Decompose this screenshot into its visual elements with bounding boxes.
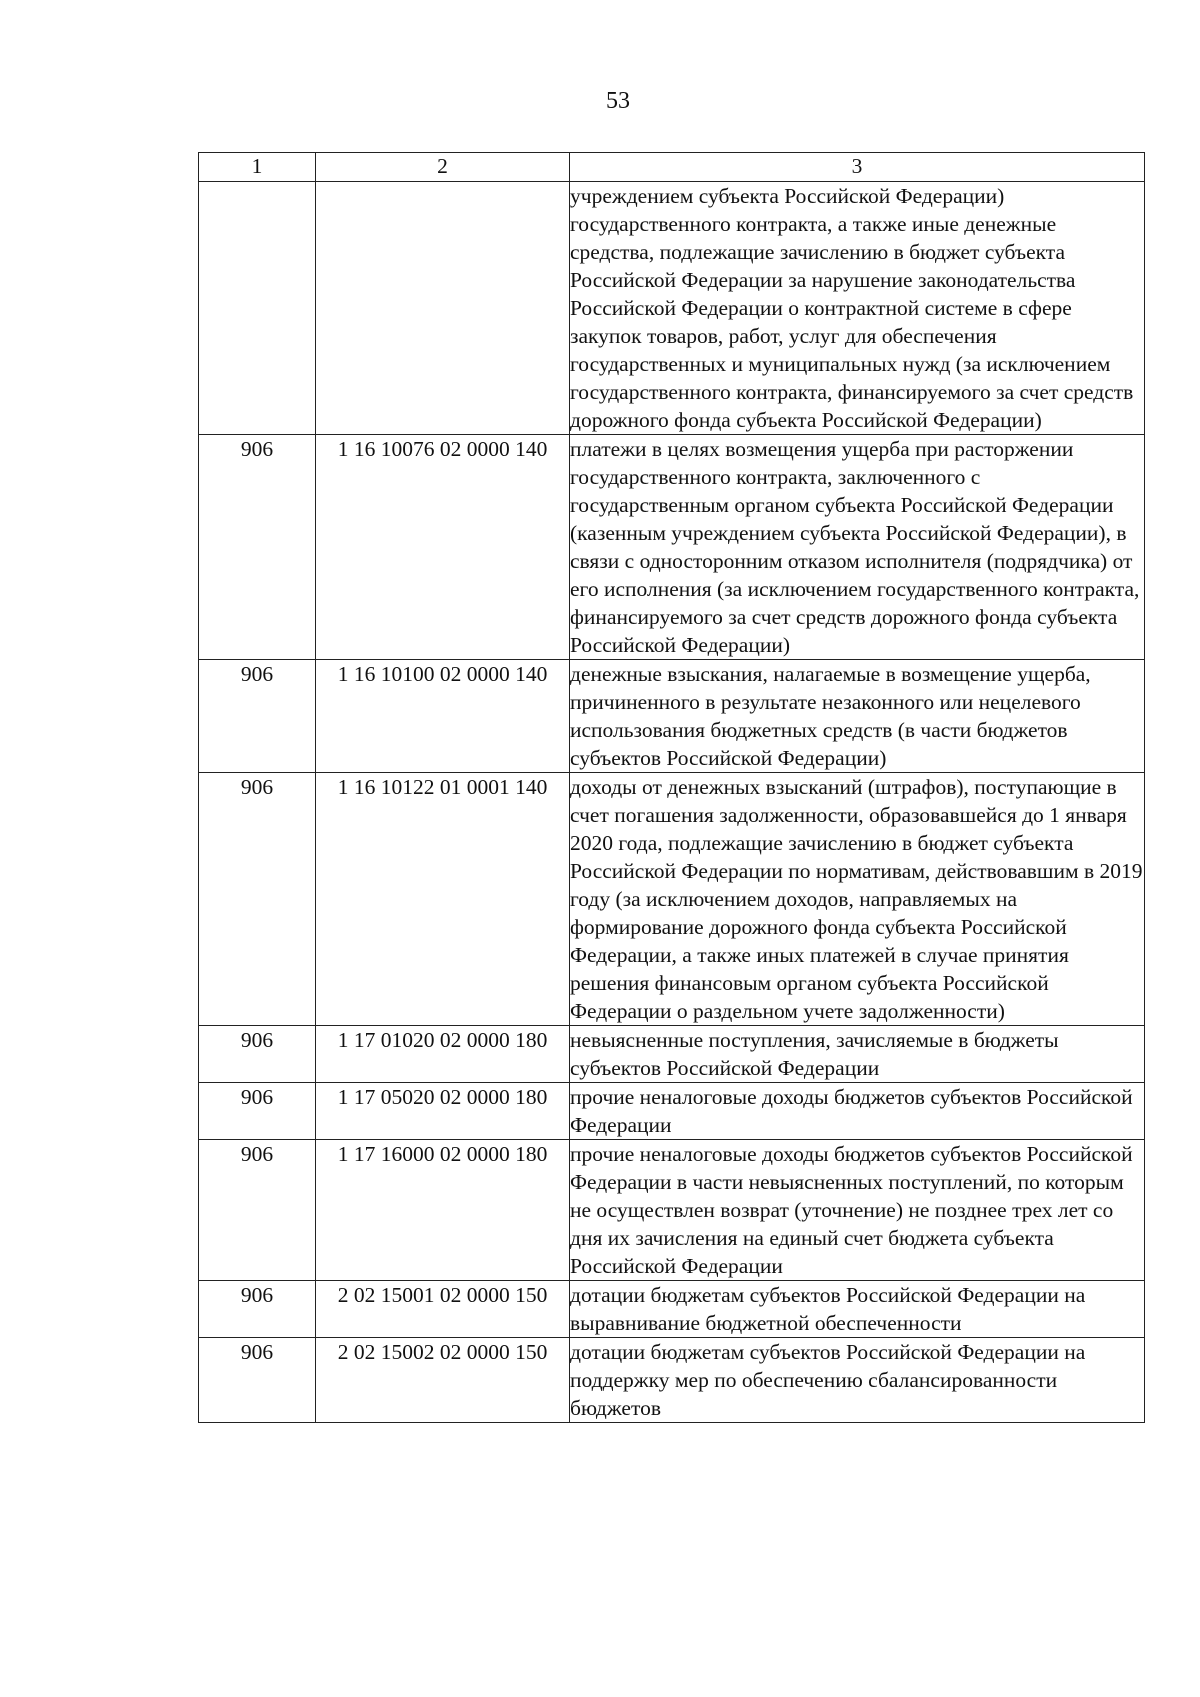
- admin-code-cell: 906: [199, 660, 316, 773]
- budget-code-cell: 1 16 10122 01 0001 140: [316, 773, 570, 1026]
- admin-code-cell: 906: [199, 1083, 316, 1140]
- table-row: [199, 1281, 1145, 1338]
- admin-code-cell: 906: [199, 435, 316, 660]
- admin-code-cell: 906: [199, 1281, 316, 1338]
- column-header-2: 2: [316, 153, 570, 182]
- budget-code-cell: 2 02 15001 02 0000 150: [316, 1281, 570, 1338]
- budget-code-cell: 1 17 05020 02 0000 180: [316, 1083, 570, 1140]
- table-row: [199, 435, 1145, 660]
- budget-code-cell: 1 17 16000 02 0000 180: [316, 1140, 570, 1281]
- admin-code-cell: 906: [199, 1026, 316, 1083]
- budget-code-table: [198, 152, 1145, 1423]
- budget-code-cell: [316, 182, 570, 435]
- description-cell: невыясненные поступления, зачисляемые в бюджеты субъектов Российской Федерации: [570, 1026, 1145, 1083]
- table-header-row: [199, 153, 1145, 182]
- column-header-3: 3: [570, 153, 1145, 182]
- description-cell: дотации бюджетам субъектов Российской Федерации на поддержку мер по обеспечению сбалансированности бюджетов: [570, 1338, 1145, 1423]
- table-row: [199, 773, 1145, 1026]
- table-row: [199, 1338, 1145, 1423]
- page-number: 53: [606, 88, 630, 114]
- table-row: [199, 1083, 1145, 1140]
- admin-code-cell: 906: [199, 1338, 316, 1423]
- description-cell: денежные взыскания, налагаемые в возмещение ущерба, причиненного в результате незаконного или нецелевого использования бюджетных средств (в части бюджетов субъектов Российской Федерации): [570, 660, 1145, 773]
- table-row: [199, 1140, 1145, 1281]
- description-cell: учреждением субъекта Российской Федерации) государственного контракта, а также иные денежные средства, подлежащие зачислению в бюджет субъекта Российской Федерации за нарушение законодательства Российской Федерации о контрактной системе в сфере закупок товаров, работ, услуг для обеспечения государственных и муниципальных нужд (за исключением государственного контракта, финансируемого за счет средств дорожного фонда субъекта Российской Федерации): [570, 182, 1145, 435]
- table-row: [199, 182, 1145, 435]
- admin-code-cell: 906: [199, 1140, 316, 1281]
- budget-code-cell: 1 16 10076 02 0000 140: [316, 435, 570, 660]
- table-row: [199, 660, 1145, 773]
- budget-code-cell: 1 17 01020 02 0000 180: [316, 1026, 570, 1083]
- table-row: [199, 1026, 1145, 1083]
- description-cell: прочие неналоговые доходы бюджетов субъектов Российской Федерации: [570, 1083, 1145, 1140]
- admin-code-cell: [199, 182, 316, 435]
- column-header-1: 1: [199, 153, 316, 182]
- description-cell: дотации бюджетам субъектов Российской Федерации на выравнивание бюджетной обеспеченности: [570, 1281, 1145, 1338]
- admin-code-cell: 906: [199, 773, 316, 1026]
- description-cell: доходы от денежных взысканий (штрафов), поступающие в счет погашения задолженности, образовавшейся до 1 января 2020 года, подлежащие зачислению в бюджет субъекта Российской Федерации по нормативам, действовавшим в 2019 году (за исключением доходов, направляемых на формирование дорожного фонда субъекта Российской Федерации, а также иных платежей в случае принятия решения финансовым органом субъекта Российской Федерации о раздельном учете задолженности): [570, 773, 1145, 1026]
- description-cell: прочие неналоговые доходы бюджетов субъектов Российской Федерации в части невыясненных поступлений, по которым не осуществлен возврат (уточнение) не позднее трех лет со дня их зачисления на единый счет бюджета субъекта Российской Федерации: [570, 1140, 1145, 1281]
- description-cell: платежи в целях возмещения ущерба при расторжении государственного контракта, заключенного с государственным органом субъекта Российской Федерации (казенным учреждением субъекта Российской Федерации), в связи с односторонним отказом исполнителя (подрядчика) от его исполнения (за исключением государственного контракта, финансируемого за счет средств дорожного фонда субъекта Российской Федерации): [570, 435, 1145, 660]
- budget-code-cell: 1 16 10100 02 0000 140: [316, 660, 570, 773]
- budget-code-cell: 2 02 15002 02 0000 150: [316, 1338, 570, 1423]
